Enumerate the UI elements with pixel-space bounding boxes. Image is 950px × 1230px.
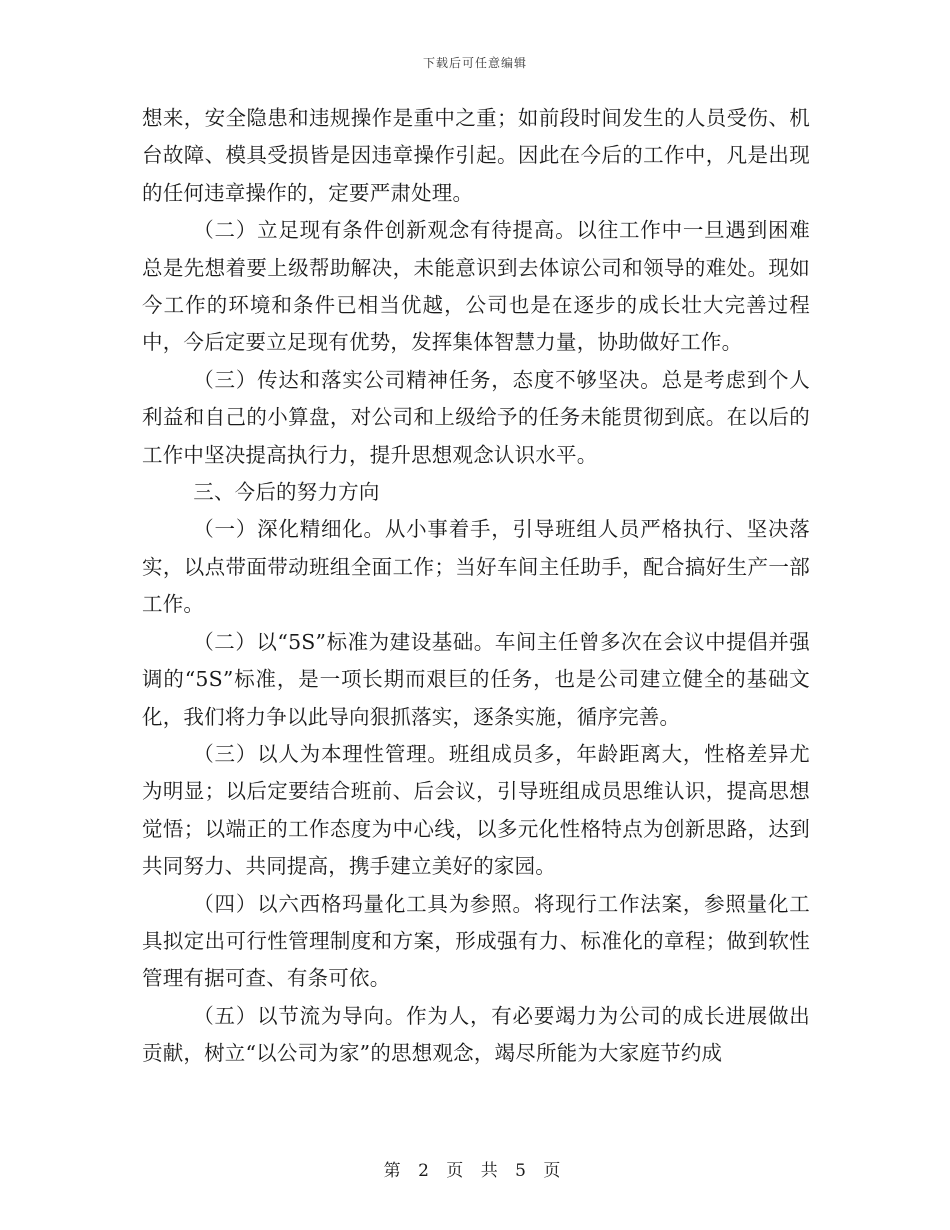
paragraph-item-3: （三）传达和落实公司精神任务，态度不够坚决。总是考虑到个人利益和自己的小算盘，对公司和上级给予的任务未能贯彻到底。在以后的工作中坚决提高执行力，提升思想观念认识水平。 — [142, 367, 810, 467]
paragraph-direction-1: （一）深化精细化。从小事着手，引导班组人员严格执行、坚决落实，以点带面带动班组全面工作；当好车间主任助手，配合搞好生产一部工作。 — [142, 517, 810, 617]
paragraph-direction-2: （二）以“5S”标准为建设基础。车间主任曾多次在会议中提倡并强调的“5S”标准，是一项长期而艰巨的任务，也是公司建立健全的基础文化，我们将力争以此导向狠抓落实，逐条实施，循序完善。 — [142, 629, 810, 729]
section-heading-3: 三、今后的努力方向 — [193, 480, 380, 505]
paragraph-item-2: （二）立足现有条件创新观念有待提高。以往工作中一旦遇到困难总是先想着要上级帮助解决，未能意识到去体谅公司和领导的难处。现如今工作的环境和条件已相当优越，公司也是在逐步的成长壮大完善过程中，今后定要立足现有优势，发挥集体智慧力量，协助做好工作。 — [142, 218, 810, 355]
paragraph-direction-3: （三）以人为本理性管理。班组成员多，年龄距离大，性格差异尤为明显；以后定要结合班前、后会议，引导班组成员思维认识，提高思想觉悟；以端正的工作态度为中心线，以多元化性格特点为创新思路，达到共同努力、共同提高，携手建立美好的家园。 — [142, 741, 810, 879]
paragraph-continuation: 想来，安全隐患和违规操作是重中之重；如前段时间发生的人员受伤、机台故障、模具受损皆是因违章操作引起。因此在今后的工作中，凡是出现的任何违章操作的，定要严肃处理。 — [142, 106, 810, 205]
document-body — [142, 100, 810, 1073]
paragraph-direction-4: （四）以六西格玛量化工具为参照。将现行工作法案，参照量化工具拟定出可行性管理制度和方案，形成强有力、标准化的章程；做到软性管理有据可查、有条可依。 — [142, 891, 810, 991]
paragraph-direction-5: （五）以节流为导向。作为人，有必要竭力为公司的成长进展做出贡献，树立“以公司为家”的思想观念，竭尽所能为大家庭节约成 — [142, 1003, 810, 1066]
page-footer: 第 2 页 共 5 页 — [383, 1161, 567, 1181]
page-header: 下载后可任意编辑 — [422, 56, 527, 70]
